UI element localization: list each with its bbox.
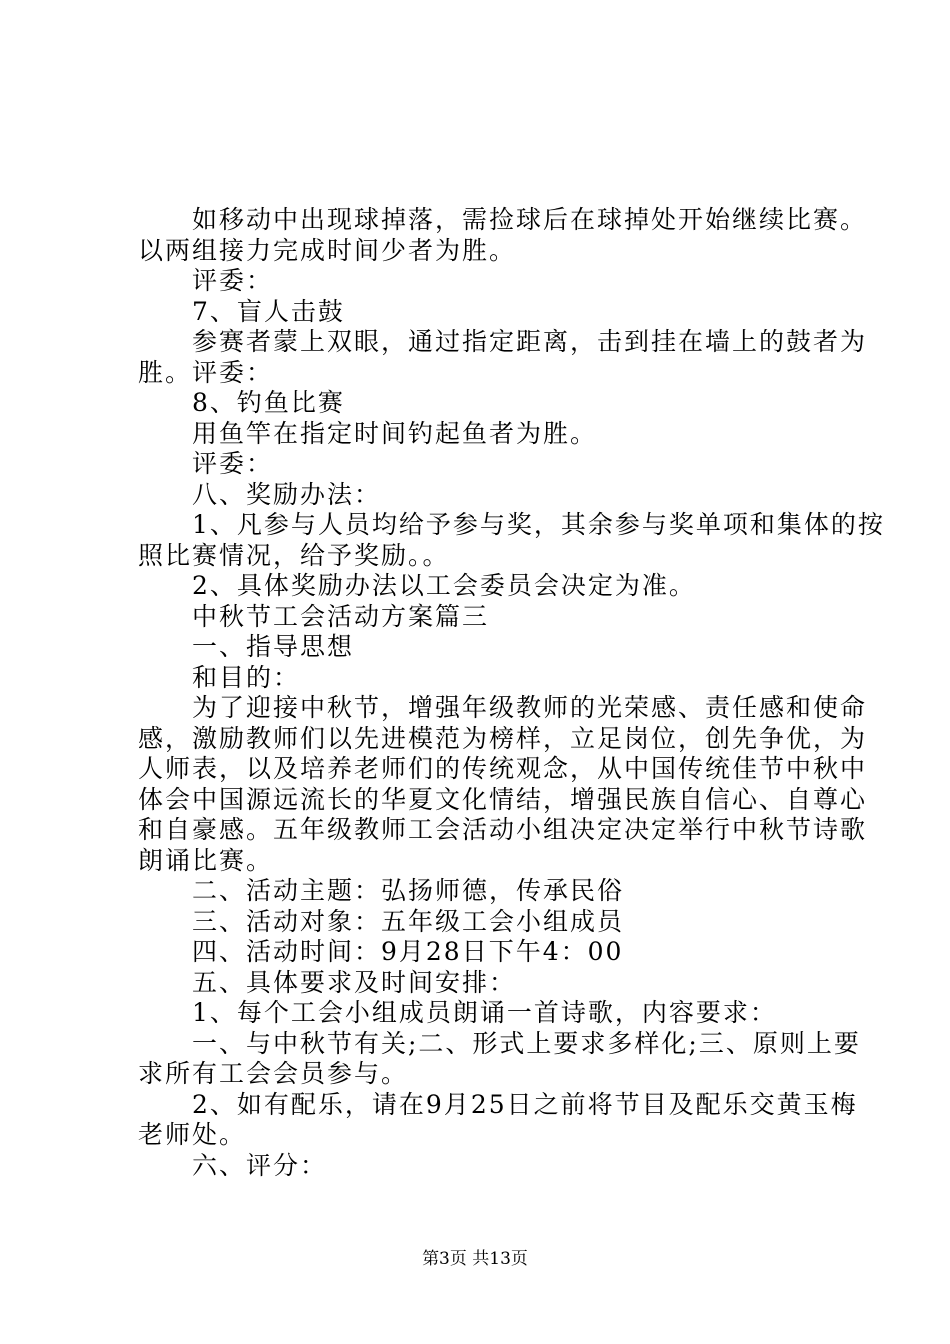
text-line: 六、评分：: [138, 1150, 328, 1180]
text-line: 八、奖励办法：: [138, 479, 382, 509]
text-line: 照比赛情况，给予奖励。。: [138, 540, 450, 570]
text-line: 为了迎接中秋节，增强年级教师的光荣感、责任感和使命: [138, 693, 868, 722]
text-line: 体会中国源远流长的华夏文化情结，增强民族自信心、自尊心: [138, 784, 868, 814]
text-line: 二、活动主题：弘扬师德，传承民俗: [138, 876, 625, 905]
paragraph: [138, 663, 832, 694]
paragraph: [138, 968, 832, 999]
paragraph: [138, 388, 832, 419]
paragraph: [138, 937, 832, 968]
paragraph: [138, 1028, 861, 1090]
text-line: 以两组接力完成时间少者为胜。: [138, 235, 517, 265]
paragraph: [138, 632, 832, 663]
paragraph: [138, 327, 868, 388]
text-line: 胜。评委：: [138, 357, 274, 387]
paragraph: [138, 205, 868, 266]
paragraph: [138, 602, 832, 633]
text-line: 2、具体奖励办法以工会委员会决定为准。: [138, 571, 696, 600]
text-line: 评委：: [138, 266, 274, 295]
text-line: 三、活动对象：五年级工会小组成员: [138, 906, 625, 936]
document-page: [138, 0, 885, 1344]
text-line: 7、盲人击鼓: [138, 296, 345, 326]
page-footer: 第3页 共13页: [422, 1249, 528, 1269]
paragraph: [138, 876, 832, 907]
text-line: 如移动中出现球掉落，需捡球后在球掉处开始继续比赛。: [138, 205, 868, 234]
paragraph: [138, 998, 832, 1029]
text-line: 一、指导思想: [138, 632, 355, 661]
paragraph: [138, 266, 832, 297]
text-line: 和自豪感。五年级教师工会活动小组决定决定举行中秋节诗歌: [138, 815, 868, 844]
text-line: 人师表，以及培养老师们的传统观念，从中国传统佳节中秋中: [138, 754, 868, 783]
text-line: 和目的：: [138, 662, 301, 692]
paragraph: [138, 693, 868, 876]
text-line: 中秋节工会活动方案篇三: [138, 601, 490, 631]
text-line: 感，激励教师们以先进模范为榜样，立足岗位，创先争优，为: [138, 723, 868, 753]
text-line: 8、钓鱼比赛: [138, 388, 345, 417]
paragraph: [138, 571, 832, 602]
paragraph: [138, 1151, 832, 1182]
paragraph: [138, 419, 832, 450]
text-line: 朗诵比赛。: [138, 845, 274, 875]
text-line: 1、每个工会小组成员朗诵一首诗歌，内容要求：: [138, 998, 777, 1027]
paragraph: [138, 907, 832, 938]
text-line: 参赛者蒙上双眼，通过指定距离，击到挂在墙上的鼓者为: [138, 327, 868, 356]
text-line: 五、具体要求及时间安排：: [138, 967, 517, 997]
paragraph: [138, 480, 832, 511]
paragraph: [138, 1089, 858, 1151]
text-line: 2、如有配乐，请在9月25日之前将节目及配乐交黄玉梅: [138, 1089, 858, 1119]
text-line: 老师处。: [138, 1120, 247, 1149]
paragraph: [138, 297, 832, 328]
text-line: 四、活动时间：9月28日下午4：00: [138, 937, 624, 966]
text-line: 一、与中秋节有关;二、形式上要求多样化;三、原则上要: [138, 1028, 861, 1058]
text-line: 1、凡参与人员均给予参与奖，其余参与奖单项和集体的按: [138, 510, 885, 539]
text-line: 用鱼竿在指定时间钓起鱼者为胜。: [138, 418, 598, 448]
text-line: 求所有工会会员参与。: [138, 1059, 409, 1088]
paragraph: [138, 449, 832, 480]
paragraph: [138, 510, 885, 571]
text-line: 评委：: [138, 449, 274, 478]
